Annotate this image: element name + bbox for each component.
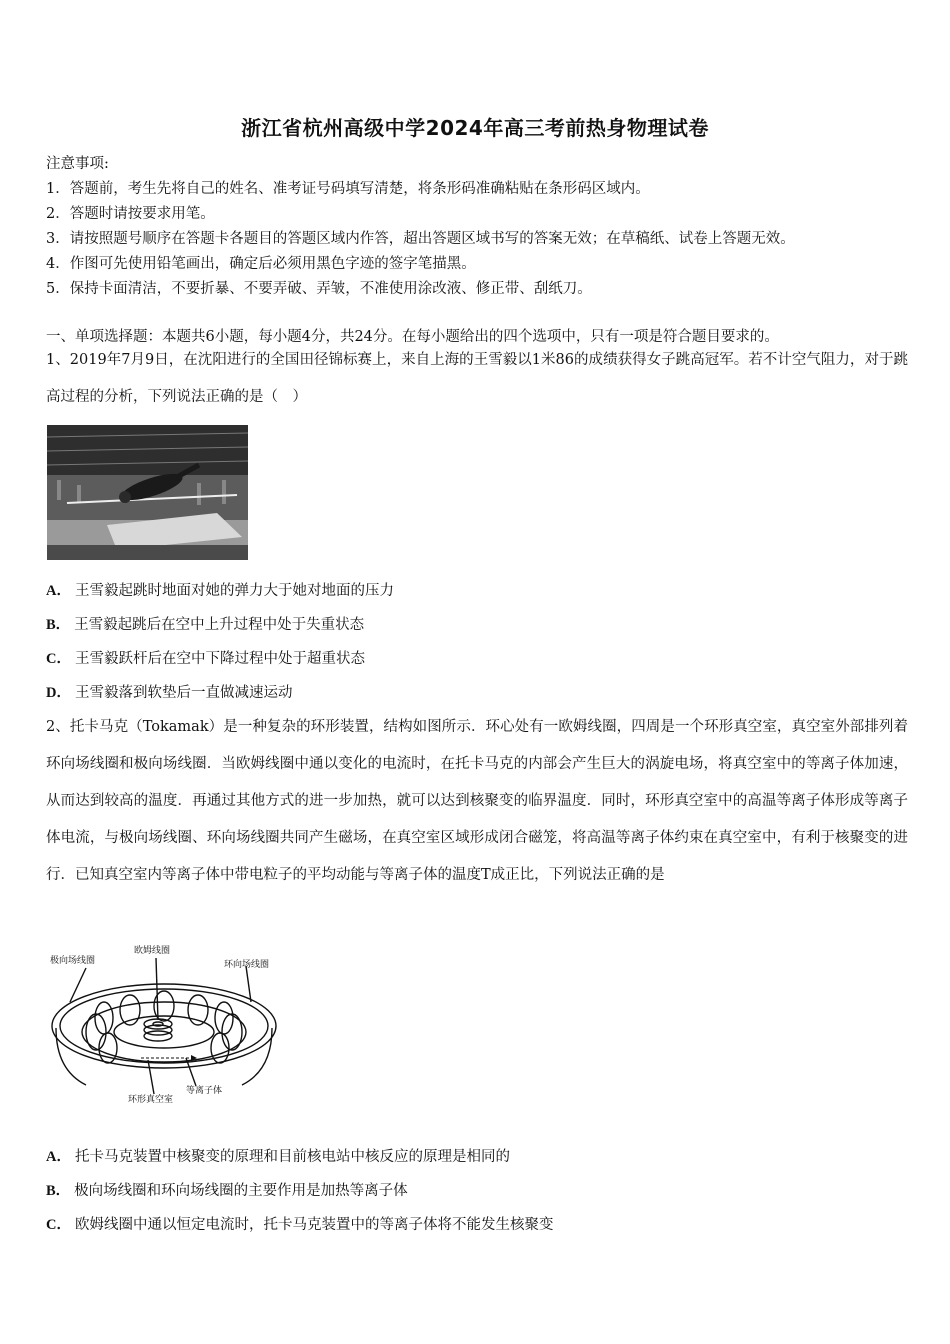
notes-item: 1．答题前，考生先将自己的姓名、准考证号码填写清楚，将条形码准确粘贴在条形码区域内。	[46, 181, 650, 197]
q1-option-d	[46, 683, 292, 703]
option-letter: B．	[46, 617, 71, 633]
notes-heading: 注意事项:	[46, 156, 109, 172]
option-letter: A．	[46, 1149, 71, 1165]
option-text: 王雪毅跃杆后在空中下降过程中处于超重状态	[74, 651, 365, 667]
option-text: 王雪毅起跳时地面对她的弹力大于她对地面的压力	[74, 583, 394, 599]
question-2-stem: 2、托卡马克（Tokamak）是一种复杂的环形装置，结构如图所示．环心处有一欧姆线圈，四周是一个环形真空室，真空室外部排列着环向场线圈和极向场线圈．当欧姆线圈中通以变化的电流时，在托卡马克的内部会产生巨大的涡旋电场，将真空室中的等离子体加速，从而达到较高的温度．再通过其他方式的进一步加热，就可以达到核聚变的临界温度．同时，环形真空室中的高温等离子体形成等离子体电流，与极向场线圈、环向场线圈共同产生磁场，在真空室区域形成闭合磁笼，将高温等离子体约束在真空室中，有利于核聚变的进行．已知真空室内等离子体中带电粒子的平均动能与等离子体的温度T成正比，下列说法正确的是	[46, 719, 908, 883]
q1-option-a	[46, 581, 394, 601]
section-heading: 一、单项选择题：本题共6小题，每小题4分，共24分。在每小题给出的四个选项中，只有一项是符合题目要求的。	[46, 329, 779, 345]
toroidal-coil-label: 环向场线圈	[224, 960, 270, 970]
q2-option-a	[46, 1147, 510, 1167]
notes-item: 4．作图可先使用铅笔画出，确定后必须用黑色字迹的签字笔描黑。	[46, 256, 476, 272]
exam-title: 浙江省杭州高级中学2024年高三考前热身物理试卷	[241, 116, 709, 140]
high-jump-photo	[47, 425, 248, 560]
notes-item: 2．答题时请按要求用笔。	[46, 206, 215, 222]
option-letter: C．	[46, 1217, 71, 1233]
option-text: 欧姆线圈中通以恒定电流时，托卡马克装置中的等离子体将不能发生核聚变	[74, 1217, 554, 1233]
poloidal-coil-label: 极向场线圈	[50, 956, 96, 966]
notes-item: 5．保持卡面清洁，不要折暴、不要弄破、弄皱，不准使用涂改液、修正带、刮纸刀。	[46, 281, 592, 297]
option-text: 王雪毅起跳后在空中上升过程中处于失重状态	[74, 617, 365, 633]
q2-option-b	[46, 1181, 408, 1201]
vacuum-chamber-label: 环形真空室	[128, 1095, 174, 1105]
option-letter: C．	[46, 651, 71, 667]
option-letter: A．	[46, 583, 71, 599]
q2-option-c	[46, 1215, 553, 1235]
tokamak-diagram	[46, 940, 282, 1108]
question-1-stem: 1、2019年7月9日，在沈阳进行的全国田径锦标赛上，来自上海的王雪毅以1米86的成绩获得女子跳高冠军。若不计空气阻力，对于跳高过程的分析，下列说法正确的是（ ）	[46, 352, 908, 405]
notes-block	[46, 152, 916, 302]
notes-item: 3．请按照题号顺序在答题卡各题目的答题区域内作答，超出答题区域书写的答案无效；在草稿纸、试卷上答题无效。	[46, 231, 795, 247]
option-text: 托卡马克装置中核聚变的原理和目前核电站中核反应的原理是相同的	[74, 1149, 510, 1165]
option-text: 王雪毅落到软垫后一直做减速运动	[74, 685, 293, 701]
ohm-coil-label: 欧姆线圈	[134, 946, 171, 956]
option-text: 极向场线圈和环向场线圈的主要作用是加热等离子体	[74, 1183, 408, 1199]
plasma-label: 等离子体	[186, 1086, 223, 1096]
option-letter: D．	[46, 685, 71, 701]
option-letter: B．	[46, 1183, 71, 1199]
q1-option-b	[46, 615, 364, 635]
q1-option-c	[46, 649, 365, 669]
